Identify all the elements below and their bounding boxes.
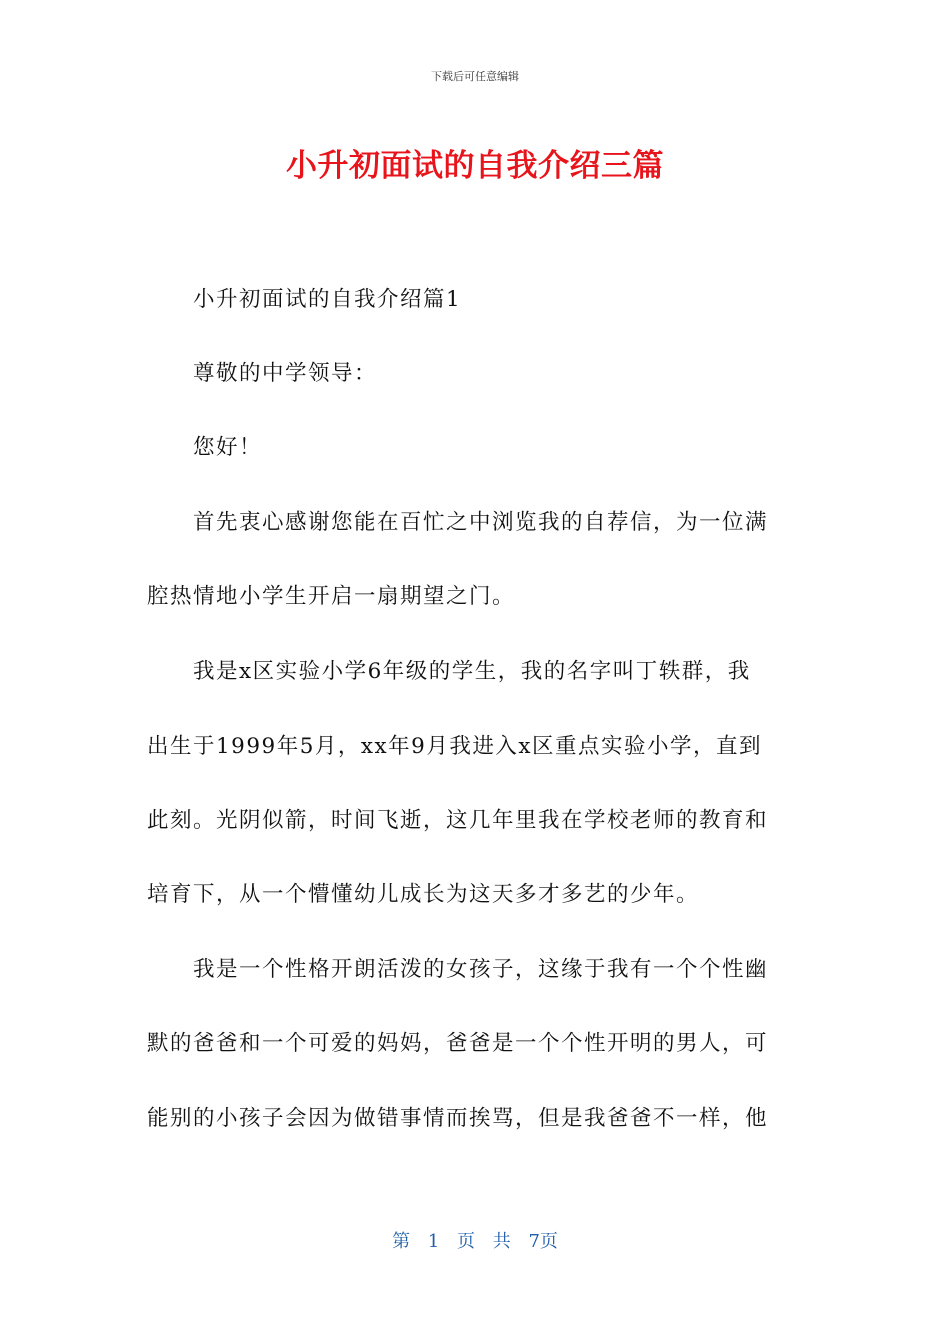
paragraph-line: 能别的小孩子会因为做错事情而挨骂，但是我爸爸不一样，他 bbox=[147, 1106, 769, 1131]
section-heading: 小升初面试的自我介绍篇1 bbox=[193, 287, 462, 312]
paragraph-line: 腔热情地小学生开启一扇期望之门。 bbox=[147, 584, 516, 609]
greeting: 您好！ bbox=[193, 435, 263, 460]
footer-page-word: 页 bbox=[457, 1231, 475, 1252]
paragraph-line: 我是x区实验小学6年级的学生，我的名字叫丁轶群，我 bbox=[193, 659, 751, 684]
footer-total-prefix: 共 bbox=[492, 1231, 511, 1252]
paragraph-line: 此刻。光阴似箭，时间飞逝，这几年里我在学校老师的教育和 bbox=[147, 808, 769, 833]
paragraph-line: 默的爸爸和一个可爱的妈妈，爸爸是一个个性开明的男人，可 bbox=[147, 1031, 769, 1056]
salutation: 尊敬的中学领导： bbox=[193, 361, 378, 386]
footer-total-pages: 7页 bbox=[528, 1231, 558, 1252]
page-footer bbox=[0, 1227, 950, 1253]
paragraph-line: 我是一个性格开朗活泼的女孩子，这缘于我有一个个性幽 bbox=[193, 957, 769, 982]
footer-prefix: 第 bbox=[392, 1231, 411, 1252]
document-title: 小升初面试的自我介绍三篇 bbox=[286, 148, 664, 184]
paragraph-line: 出生于1999年5月，xx年9月我进入x区重点实验小学，直到 bbox=[147, 734, 762, 759]
paragraph-line: 培育下，从一个懵懂幼儿成长为这天多才多艺的少年。 bbox=[147, 882, 700, 907]
header-note: 下载后可任意编辑 bbox=[431, 70, 519, 83]
paragraph-line: 首先衷心感谢您能在百忙之中浏览我的自荐信，为一位满 bbox=[193, 510, 769, 535]
footer-current-page: 1 bbox=[427, 1231, 440, 1252]
